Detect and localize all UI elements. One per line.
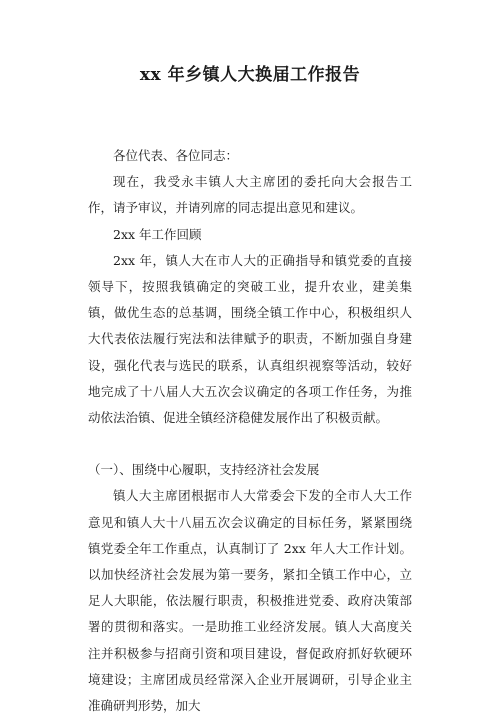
intro-paragraph: 现在，我受永丰镇人大主席团的委托向大会报告工作，请予审议，并请列席的同志提出意见和建议。 xyxy=(88,174,412,216)
salutation: 各位代表、各位同志： xyxy=(113,148,239,163)
review-paragraph: 2xx 年，镇人大在市人大的正确指导和镇党委的直接领导下，按照我镇确定的突破工业，提升农业，建美集镇，做优生态的总基调，围绕全镇工作中心，积极组织人大代表依法履行宪法和法律赋予的职责，不断加强自身建设，强化代表与选民的联系，认真组织视察等活动，较好地完成了十八届人大五次会议确定的各项工作任务，为推动依法治镇、促进全镇经济稳健发展作出了积极贡献。 xyxy=(88,252,412,426)
document-body xyxy=(88,143,412,719)
section-heading: （一）、围绕中心履职，支持经济社会发展 xyxy=(88,462,320,478)
document-title: xx 年乡镇人大换届工作报告 xyxy=(139,65,361,85)
review-heading: 2xx 年工作回顾 xyxy=(113,226,202,242)
paragraph-spacer xyxy=(88,431,412,457)
section-paragraph: 镇人大主席团根据市人大常委会下发的全市人大工作意见和镇人大十八届五次会议确定的目标任务，紧紧围绕镇党委全年工作重点，认真制订了 2xx 年人大工作计划。以加快经济社会发展为第一要务，紧扣全镇工作中心，立足人大职能，依法履行职责，积极推进党委、政府决策部署的贯彻和落实。一是助推工业经济发展。镇人大高度关注并积极参与招商引资和项目建设，督促政府抓好软硬环境建设；主席团成员经常深入企业开展调研，引导企业主准确研判形势，加大 xyxy=(88,488,412,714)
